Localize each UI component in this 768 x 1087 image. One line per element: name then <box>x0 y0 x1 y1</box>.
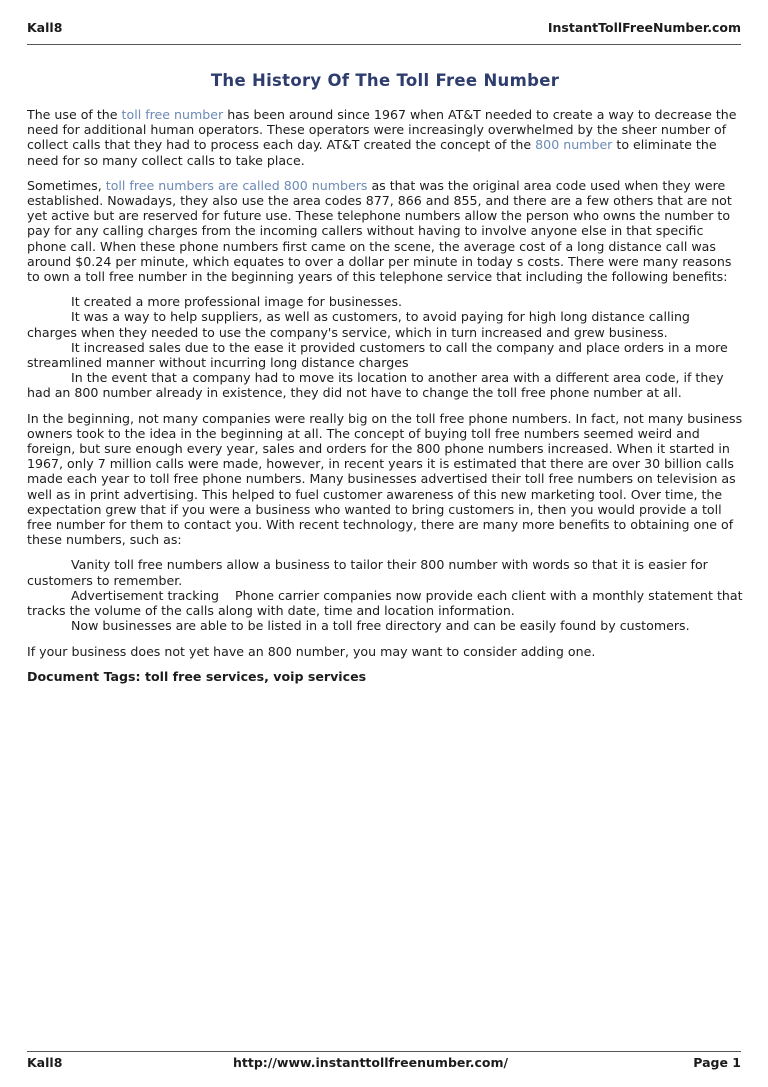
document-body <box>27 71 747 684</box>
page-header <box>27 20 741 45</box>
list-item: Vanity toll free numbers allow a business to tailor their 800 number with words so that it is easier for customers to remember. <box>27 557 708 588</box>
paragraph-history: In the beginning, not many companies were really big on the toll free phone numbers. In fact, not many business owners took to the idea in the beginning at all. The concept of buying toll free numbers seemed weird and foreign, but sure enough every year, sales and orders for the 800 phone numbers increased. When it started in 1967, only 7 million calls were made, however, in recent years it is estimated that there are over 30 billion calls made each year to toll free phone numbers. Many businesses advertised their toll free numbers on television as well as in print advertising. This helped to fuel customer awareness of this new marketing tool. Over time, the expectation grew that if you were a business who wanted to bring customers in, then you would provide a toll free number for them to contact you. With recent technology, there are many more benefits to obtaining one of these numbers, such as: <box>27 410 743 548</box>
list-item: It increased sales due to the ease it provided customers to call the company and place orders in a more streamlined manner without incurring long distance charges <box>27 339 728 371</box>
list-item: In the event that a company had to move its location to another area with a different area code, if they had an 800 number already in existence, they did not have to change the toll free phone number at all. <box>27 370 724 401</box>
list-item: Advertisement tracking Phone carrier companies now provide each client with a monthly statement that tracks the volume of the calls along with date, time and location information. <box>27 587 747 619</box>
page-footer <box>27 1051 741 1072</box>
benefits-list-1 <box>27 294 743 400</box>
paragraph-area-codes: Sometimes, toll free numbers are called 800 numbers as that was the original area code used when they were established. Nowadays, they also use the area codes 877, 866 and 855, and there are a few others that are not yet active but are reserved for future use. These telephone numbers allow the person who owns the number to pay for any calling charges from the incoming callers without having to involve anyone else in that specific phone call. When these phone numbers first came on the scene, the average cost of a long distance call was around $0.24 per minute, which equates to over a dollar per minute in today s costs. There were many reasons to own a toll free number in the beginning years of this telephone service that including the following benefits: <box>27 177 732 285</box>
800-number-link[interactable]: 800 number <box>535 137 613 153</box>
paragraph-conclusion: If your business does not yet have an 800 number, you may want to consider adding one. <box>27 643 596 659</box>
page-title: The History Of The Toll Free Number <box>210 71 560 90</box>
footer-url[interactable]: http://www.instanttollfreenumber.com/ <box>233 1055 509 1070</box>
header-site: InstantTollFreeNumber.com <box>547 20 741 35</box>
toll-free-number-link[interactable]: toll free number <box>121 107 224 122</box>
footer-brand: Kall8 <box>27 1055 63 1070</box>
benefits-list-2 <box>27 557 747 634</box>
page-number: Page 1 <box>693 1055 741 1070</box>
header-brand: Kall8 <box>27 20 63 35</box>
list-item: It created a more professional image for businesses. <box>71 294 403 310</box>
paragraph-intro: The use of the toll free number has been around since 1967 when AT&T needed to create a way to decrease the need for additional human operators. These operators were increasingly overwhelmed by the sheer number of collect calls that they had to process each day. AT&T created the concept of the 800 number to eliminate the need for so many collect calls to take place. <box>27 107 737 168</box>
list-item: It was a way to help suppliers, as well as customers, to avoid paying for high long distance calling charges when they needed to use the company's service, which in turn increased and grew business. <box>27 309 690 340</box>
document-tags: Document Tags: toll free services, voip services <box>27 668 367 684</box>
toll-free-800-link[interactable]: toll free numbers are called 800 numbers <box>105 177 368 193</box>
list-item: Now businesses are able to be listed in a toll free directory and can be easily found by customers. <box>71 618 690 634</box>
